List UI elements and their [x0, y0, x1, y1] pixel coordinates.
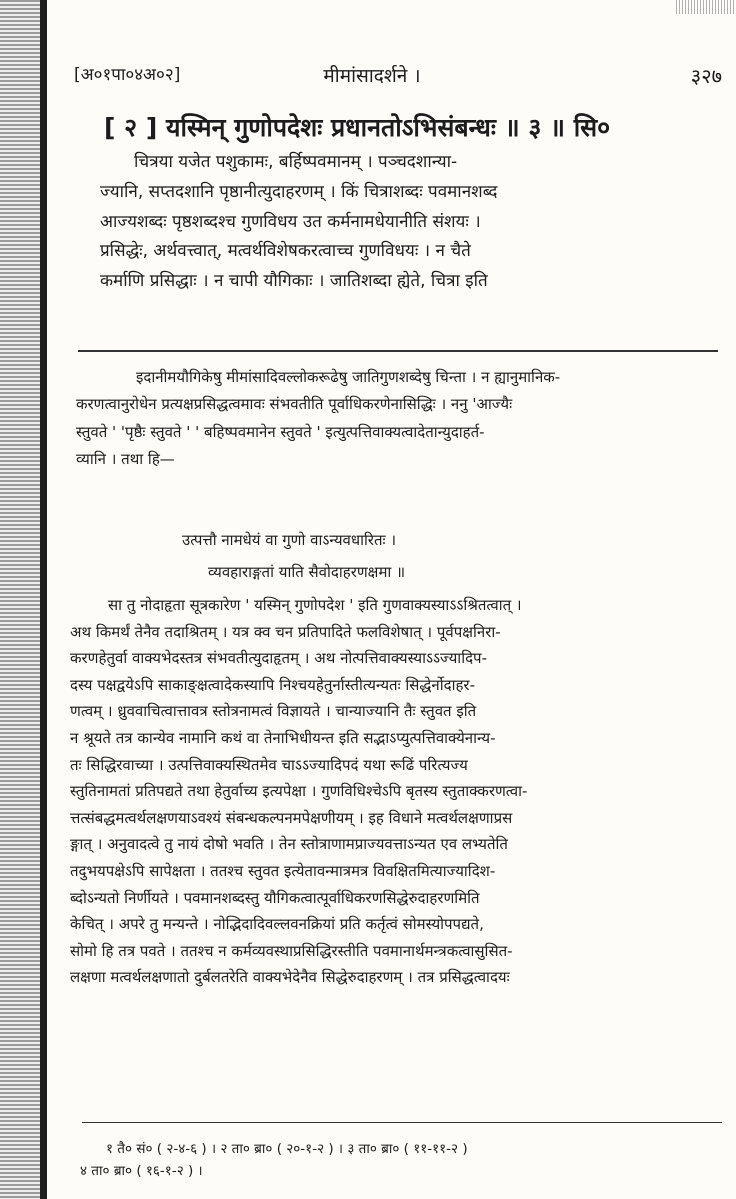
body-line: त्तत्संबद्धमत्वर्थलक्षणयाऽवश्यं संबन्धकल्पनमपेक्षणीयम् । इह विधाने मत्वर्थलक्षणाप्रस	[70, 808, 513, 827]
sutra-line: चित्रया यजेत पशुकामः, बर्हिष्पवमानम् । पञ्चदशान्या-	[134, 152, 458, 172]
body-line: तदुभयपक्षेऽपि सापेक्षता । ततश्च स्तुवत इत्येतावन्मात्रमत्र विवक्षितमित्याज्यादिश-	[70, 861, 496, 880]
body-line: सोमो हि तत्र पवते । ततश्च न कर्मव्यवस्थाप्रसिद्धिरस्तीति पवमानार्थमन्त्रकत्वासुसित-	[70, 941, 513, 960]
sutra-line: प्रसिद्धेः, अर्थवत्त्वात्, मत्वर्थविशेषकरत्वाच्च गुणविधयः । न चैते	[100, 241, 471, 262]
body-line: दस्य पक्षद्वयेऽपि साकाङ्क्षत्वादेकस्यापि निश्चयहेतुर्नास्तीत्यन्यतः सिद्धेर्नोदाहर-	[70, 675, 475, 694]
commentary-line: करणत्वानुरोधेन प्रत्यक्षप्रसिद्धत्वमावः संभवतीति पूर्वाधिकरणेनासिद्धिः । ननु 'आज्यैः	[76, 395, 513, 414]
body-line: करणहेतुर्वा वाक्यभेदस्तत्र संभवतीत्युदाहृतम् । अथ नोत्पत्तिवाक्यस्याऽऽज्यादिप-	[70, 649, 487, 668]
body-line: णत्वम् । ध्रुववाचित्वात्तावत्र स्तोत्रनामत्वं विज्ञायते । चान्याज्यानि तैः स्तुवत इति	[70, 702, 477, 721]
body-text-block	[70, 592, 726, 991]
footnote-line: १ तै० सं० ( २-४-६ ) । २ ता० ब्रा० ( २०-१-२ ) । ३ ता० ब्रा० ( ११-११-२ )	[106, 1141, 468, 1157]
commentary-line: व्यानि । तथा हि—	[76, 450, 175, 469]
book-page	[62, 0, 726, 1199]
sutra-line: आज्यशब्दः पृष्ठशब्दश्च गुणविधय उत कर्मनामधेयानीति संशयः ।	[100, 211, 481, 232]
page-number: ३२७	[690, 64, 722, 88]
commentary-line: इदानीमयौगिकेषु मीमांसादिवल्लोकरूढेषु जातिगुणशब्देषु चिन्ता । न ह्यानुमानिक-	[136, 368, 561, 386]
book-spine-shadow	[0, 0, 44, 1199]
running-title: मीमांसादर्शने ।	[323, 65, 421, 87]
body-line: तः सिद्धिरवाच्या । उत्पत्तिवाक्यस्थितमेव चाऽऽज्यादिपदं यथा रूढिं परित्यज्य	[70, 755, 468, 774]
footnote-divider	[82, 1122, 722, 1123]
verse-line: उत्पत्तौ नामधेयं वा गुणो वाऽन्यवधारितः ।	[182, 531, 397, 549]
body-line: ङ्गात् । अनुवादत्वे तु नायं दोषो भवति । तेन स्तोत्राणामप्राज्यवत्ताऽन्यत एव लभ्यतेति	[70, 835, 508, 854]
verse-line: व्यवहाराङ्गतां याति सैवोदाहरणक्षमा ॥	[208, 563, 406, 581]
commentary-line: स्तुवते ' 'पृष्ठैः स्तुवते ' ' बहिष्पवमानेन स्तुवते ' इत्युत्पत्तिवाक्यत्वादेतान्युदाहर्त-	[76, 422, 485, 441]
running-header	[62, 62, 726, 92]
sutra-line: कर्माणि प्रसिद्धाः । न चापी यौगिकाः । जातिशब्दा ह्येते, चित्रा इति	[100, 271, 488, 292]
body-line: अथ किमर्थं तेनैव तदाश्रितम् । यत्र क्व चन प्रतिपादिते फलविशेषात् । पूर्वपक्षनिरा-	[70, 622, 501, 641]
body-line: ब्दोऽन्यतो निर्णीयते । पवमानशब्दस्तु यौगिकत्वात्पूर्वाधिकरणसिद्धेरुदाहरणमिति	[70, 888, 480, 907]
page-gutter-edge	[40, 0, 47, 1199]
sutra-line: ज्यानि, सप्तदशानि पृष्ठानीत्युदाहरणम् । किं चित्राशब्दः पवमानशब्द	[100, 181, 498, 202]
footnotes-block	[80, 1138, 726, 1182]
body-line: लक्षणा मत्वर्थलक्षणातो दुर्बलतरेति वाक्यभेदेनैव सिद्धेरुदाहरणम् । तत्र प्रसिद्धत्वादयः	[70, 968, 510, 987]
adhikarana-heading: [ २ ] यस्मिन् गुणोपदेशः प्रधानतोऽभिसंबन्धः ॥ ३ ॥ सि०	[104, 113, 611, 142]
verse-block	[182, 524, 702, 588]
chapter-reference: [अ०१पा०४अ०२]	[74, 65, 181, 85]
body-line: सा तु नोदाहृता सूत्रकारेण ' यस्मिन् गुणोपदेश ' इति गुणवाक्यस्याऽऽश्रितत्वात् ।	[108, 596, 522, 614]
body-line: स्तुतिनामतां प्रतिपद्यते तथा हेतुर्वाच्य इत्यपेक्षा । गुणविधिश्चेऽपि बृतस्य स्तुताक्करणत्वा-	[70, 782, 528, 801]
commentary-block	[76, 364, 724, 474]
body-line: केचित् । अपरे तु मन्यन्ते । नोद्भिदादिवल्लवनक्रियां प्रति कर्तृत्वं सोमस्योपपद्यते,	[70, 915, 484, 934]
footnote-line: ४ ता० ब्रा० ( १६-१-२ ) ।	[80, 1163, 203, 1179]
section-divider	[78, 350, 718, 352]
sutra-text-block	[100, 148, 722, 297]
body-line: न श्रूयते तत्र कान्येव नामानि कथं वा तेनाभिधीयन्त इति सद्भाऽप्युत्पत्तिवाक्येनान्य-	[70, 728, 496, 747]
